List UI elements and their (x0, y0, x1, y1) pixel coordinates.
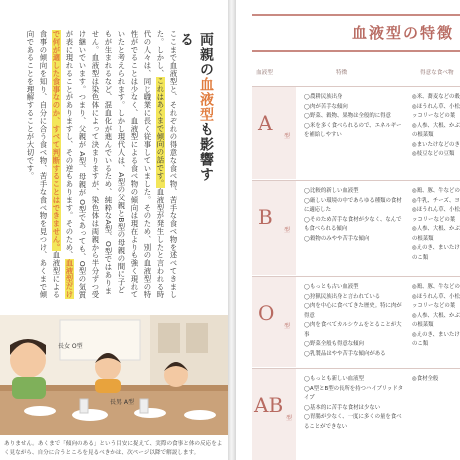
table-title-bar (252, 14, 460, 52)
food-item: ◎人参、大根、かぶ (412, 122, 460, 129)
body-part-3: 血液型による食事の傾向を知り、自分に合う食べ物、苦手な食べ物を見つけ、あくまで傾向であることを理解することが大切です。 (26, 30, 61, 299)
right-page (236, 0, 460, 460)
family-dining-illustration (0, 315, 228, 435)
features-cell (304, 93, 404, 141)
food-item: ◎人参、大根、かぶ (412, 312, 460, 319)
col-good-foods: 得意な食べ物 (420, 70, 454, 76)
food-item: ッコリーなどの葉 (412, 303, 456, 309)
title-suffix: も影響する (178, 32, 214, 182)
foods-cell (412, 187, 460, 263)
feature-item: ◯狩猟民族出身と言われている (304, 293, 381, 300)
feature-item: ◯もっとも新しい血液型 (304, 376, 364, 382)
blood-type-suffix: 型 (286, 415, 293, 422)
features-cell (304, 375, 404, 432)
food-item: ◎鶏、豚、牛などの (412, 284, 460, 290)
book-gutter (228, 0, 236, 460)
food-item: ◎食材全般 (412, 376, 439, 382)
blood-type-cell (252, 277, 296, 367)
feature-item: ◯野菜全般も得意な傾向 (304, 341, 364, 347)
body-highlight-2: 血液型だけで何が適した食事なのか、すべて判断することはできません。 (52, 30, 74, 299)
col-blood-type: 血液型 (256, 70, 273, 76)
body-text (12, 30, 180, 300)
blood-type-suffix: 型 (284, 227, 291, 234)
table-row (252, 86, 460, 179)
features-cell (304, 187, 404, 244)
blood-type-letter: B (258, 205, 273, 229)
feature-item: ◯基本的に苦手な食材は少ない (304, 404, 381, 411)
foods-cell (412, 283, 460, 350)
table-title: 血液型の特徴 (352, 24, 455, 42)
food-item: ◎米、蕎麦などの穀 (412, 94, 460, 100)
feature-item: ◯もっとも古い血液型 (304, 284, 359, 290)
food-item: ◎ほうれん草、小松 (412, 207, 460, 213)
feature-item: ◯そのため苦手な食材が少なく、なんでも食べられる傾向 (304, 216, 402, 232)
food-item: ッコリーなどの葉 (412, 113, 456, 119)
food-item: の根菜類 (412, 235, 434, 242)
feature-item: ◯穀物のみやや苦手な傾向 (304, 235, 370, 242)
feature-item: ◯肉を食べてカルシウムをとることが大事 (304, 322, 402, 338)
food-item: の根菜類 (412, 132, 434, 138)
table-row (252, 368, 460, 460)
blood-type-cell (252, 369, 296, 460)
blood-type-cell (252, 87, 296, 179)
food-item: ◎ほうれん草、小松 (412, 293, 460, 300)
feature-item: ◯肉を中心に食べてきた歴史。特に肉が得意 (304, 303, 402, 319)
blood-type-suffix: 型 (284, 133, 291, 140)
table-header (252, 62, 460, 80)
table-row (252, 180, 460, 275)
table-row (252, 276, 460, 367)
foods-cell (412, 93, 460, 160)
food-item: ◎枝豆などの豆類 (412, 151, 455, 157)
food-item: ◎ほうれん草、小松 (412, 103, 460, 110)
title-prefix: 両親の (198, 32, 214, 77)
food-item: のこ類 (412, 341, 429, 347)
feature-item: ◯A型とB型の長所を持つハイブリッドタイプ (304, 385, 404, 401)
left-page (0, 0, 228, 460)
features-cell (304, 283, 404, 359)
food-item: ◎牛乳、チーズ、ヨ (412, 197, 460, 204)
body-part-2: 血液型が発生したと言われる時代の人々は、同じ職業に長く従事していました。そのため、別の血液型の特性がでることは少なく、血液型による食べ物の傾向は現在よりも強く現れていたと考えられます。しかし現代人は、A型の父親とB型の母親の間に子どもが生まれるなど、混血化が進んでいるため、純粋なA型、O型ではありません。血液型は染色体によって決まりますが、染色体は両親から半分ずつ受け継いでいます。つまり、父親が A型、母親が O型であっても、O型の気質が表に現れることがありますし、その逆もあります。そのため、 (65, 30, 165, 299)
body-part-1: ここまで血液型と、それぞれの得意な食べ物、苦手な食べ物を述べてきました。しかし、 (156, 30, 178, 299)
title-accent: 血液型 (198, 77, 214, 122)
blood-type-letter: A (258, 111, 273, 135)
feature-item: ◯胃腸が少なく、一度に多くの量を食べることができない (304, 414, 402, 430)
blood-type-suffix: 型 (284, 323, 291, 330)
feature-item: ◯肉が苦手な傾向 (304, 103, 348, 110)
col-features: 特徴 (336, 70, 348, 76)
foods-cell (412, 375, 460, 385)
blood-type-letter: O (258, 301, 275, 325)
food-item: の根菜類 (412, 322, 434, 328)
food-item: ◎まいたけなどのき (412, 141, 460, 148)
section-title (178, 32, 216, 192)
feature-item: ◯比較的新しい血液型 (304, 188, 359, 194)
blood-type-letter: AB (254, 393, 284, 417)
food-item: ◎人参、大根、かぶ (412, 226, 460, 232)
food-item: ◎えのき、まいたけ (412, 331, 460, 338)
mother-label: 長女 O型 (58, 343, 83, 350)
feature-item: ◯乳製品はやや苦手な傾向がある (304, 350, 386, 357)
father-label: 長男 A型 (110, 399, 135, 406)
food-item: ◎鶏、豚、牛などの (412, 188, 460, 194)
blood-type-cell (252, 181, 296, 275)
feature-item: ◯米を多く食べられるので、エネルギーを補給しやすい (304, 122, 402, 138)
feature-item: ◯厳しい環境の中であらゆる種類の食材に適応した (304, 197, 402, 213)
food-item: のこ類 (412, 254, 429, 261)
food-item: ッコリーなどの葉 (412, 216, 456, 223)
food-item: ◎えのき、まいたけ (412, 245, 460, 251)
body-highlight-1: これはあくまで傾向の話です。 (156, 77, 165, 189)
feature-item: ◯野菜、穀物、果物は全般的に得意 (304, 113, 391, 119)
footnote: ありません。あくまで「傾向のある」という目安に捉えて、実際の食事と体の反応をよく見ながら、自分に合うところを見るべきかは、次ページ以降で解説します。 (4, 441, 223, 456)
feature-item: ◯農耕民族出身 (304, 94, 343, 100)
